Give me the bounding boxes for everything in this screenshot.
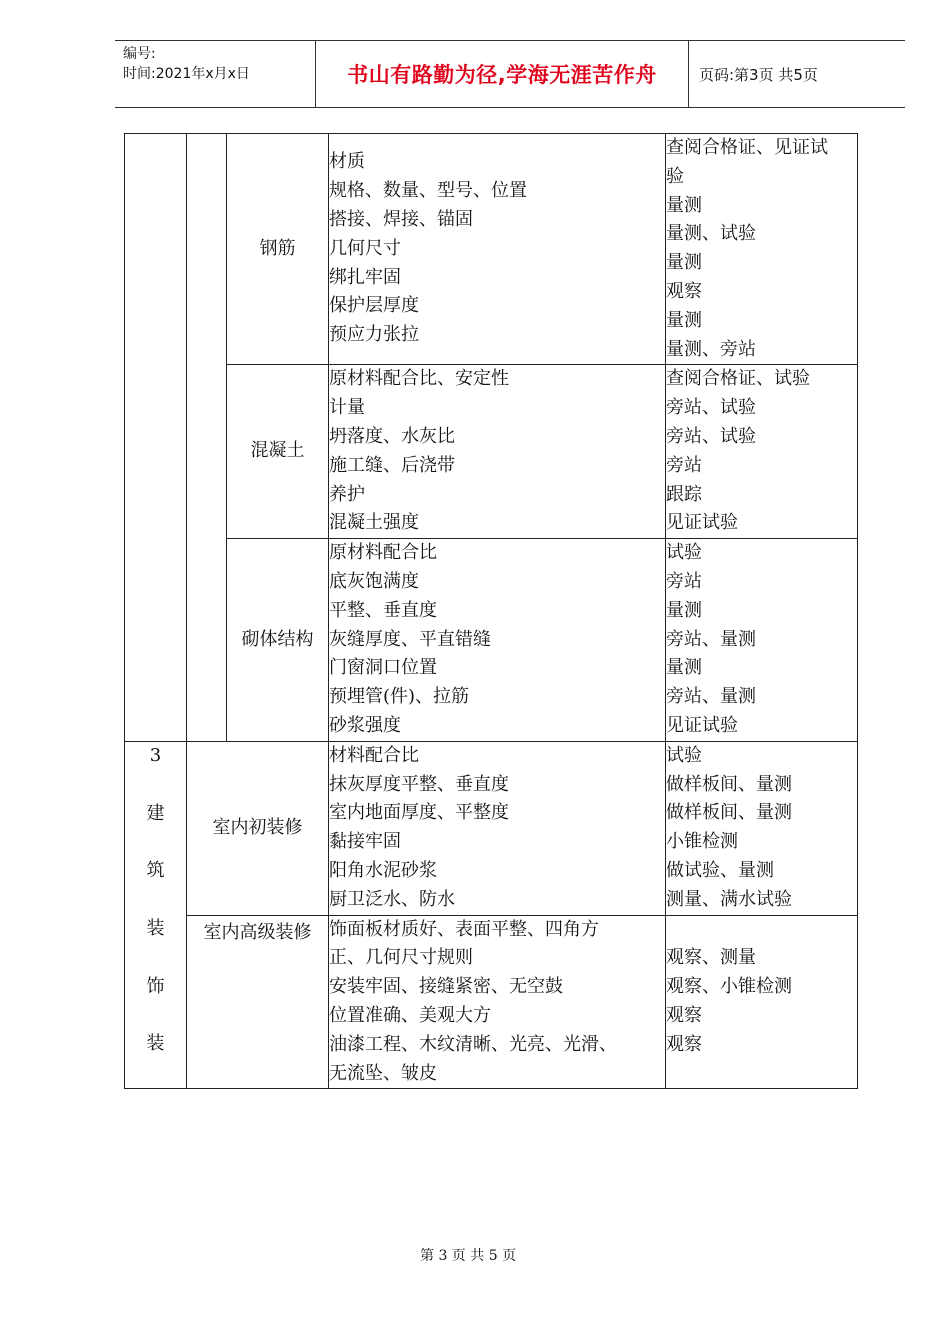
method-line: 做样板间、量测 — [666, 802, 792, 824]
table-row — [125, 539, 858, 742]
section-line: 装 — [146, 1033, 165, 1055]
item-line: 坍落度、水灰比 — [329, 425, 455, 447]
item-line: 材料配合比 — [329, 744, 419, 766]
method-line: 旁站、量测 — [666, 686, 756, 708]
item-line: 门窗洞口位置 — [329, 657, 437, 679]
item-line: 材质 — [329, 151, 365, 173]
item-line: 油漆工程、木纹清晰、光亮、光滑、 — [329, 1033, 617, 1055]
item-line: 灰缝厚度、平直错缝 — [329, 628, 491, 650]
table-row — [125, 915, 858, 1089]
method-line: 旁站、试验 — [666, 397, 756, 419]
item-line: 正、几何尺寸规则 — [329, 947, 473, 969]
method-line: 量测、试验 — [666, 223, 756, 245]
section-line: 筑 — [146, 860, 165, 882]
item-line: 抹灰厚度平整、垂直度 — [329, 773, 509, 795]
item-line: 阳角水泥砂浆 — [329, 859, 437, 881]
item-line: 保护层厚度 — [329, 295, 419, 317]
methods-cell — [666, 365, 858, 539]
method-line: 测量、满水试验 — [666, 888, 792, 910]
item-line: 原材料配合比 — [329, 542, 437, 564]
item-line: 无流坠、皱皮 — [329, 1062, 437, 1084]
header-motto: 书山有路勤为径,学海无涯苦作舟 — [315, 41, 689, 107]
method-line: 观察、测量 — [666, 947, 756, 969]
method-line: 观察 — [666, 1033, 702, 1055]
method-line — [666, 1060, 857, 1089]
items-cell — [329, 134, 666, 365]
section-cell — [125, 741, 187, 1089]
category-cell: 砌体结构 — [227, 539, 329, 742]
header-page-info: 页码:第3页 共5页 — [699, 65, 818, 84]
inspection-table — [124, 133, 858, 1089]
method-line: 小锥检测 — [666, 831, 738, 853]
methods-cell — [666, 539, 858, 742]
item-line: 预应力张拉 — [329, 324, 419, 346]
items-cell — [329, 915, 666, 1089]
category-cell: 钢筋 — [227, 134, 329, 365]
item-line: 安装牢固、接缝紧密、无空鼓 — [329, 976, 563, 998]
items-cell — [329, 741, 666, 915]
section-line: 3 — [149, 745, 162, 767]
method-line: 旁站、试验 — [666, 425, 756, 447]
item-line: 预埋管(件)、拉筋 — [329, 686, 470, 708]
item-line: 搭接、焊接、锚固 — [329, 208, 473, 230]
table-row — [125, 134, 858, 365]
method-line: 做样板间、量测 — [666, 773, 792, 795]
method-line: 旁站 — [666, 454, 702, 476]
table-row — [125, 741, 858, 915]
method-line: 量测 — [666, 599, 702, 621]
item-line: 室内地面厚度、平整度 — [329, 802, 509, 824]
method-line: 查阅合格证、见证试 — [666, 137, 828, 158]
item-line: 底灰饱满度 — [329, 570, 419, 592]
category-cell: 室内高级装修 — [187, 915, 329, 1089]
item-line: 规格、数量、型号、位置 — [329, 180, 527, 202]
items-cell — [329, 539, 666, 742]
method-line: 量测 — [666, 194, 702, 216]
method-line: 试验 — [666, 542, 702, 564]
method-line: 观察、小锥检测 — [666, 976, 792, 998]
method-line: 跟踪 — [666, 483, 702, 505]
item-line: 黏接牢固 — [329, 831, 401, 853]
section-cell-empty — [125, 134, 187, 742]
subsection-cell-empty — [187, 134, 227, 742]
item-line: 施工缝、后浇带 — [329, 454, 455, 476]
item-line: 混凝土强度 — [329, 512, 419, 534]
item-line: 原材料配合比、安定性 — [329, 368, 509, 390]
method-line: 查阅合格证、试验 — [666, 368, 810, 390]
method-line: 试验 — [666, 744, 702, 766]
method-line: 见证试验 — [666, 512, 738, 534]
method-line: 做试验、量测 — [666, 859, 774, 881]
method-line: 旁站、量测 — [666, 628, 756, 650]
method-line: 量测、旁站 — [666, 338, 756, 360]
items-cell — [329, 365, 666, 539]
methods-cell — [666, 134, 858, 365]
item-line: 绑扎牢固 — [329, 266, 401, 288]
method-line: 见证试验 — [666, 714, 738, 736]
methods-cell — [666, 741, 858, 915]
item-line: 计量 — [329, 397, 365, 419]
section-line: 饰 — [146, 975, 165, 997]
methods-cell — [666, 915, 858, 1089]
category-cell: 室内初装修 — [187, 741, 329, 915]
table-row — [125, 365, 858, 539]
item-line: 砂浆强度 — [329, 714, 401, 736]
section-line: 建 — [146, 802, 165, 824]
time-label: 时间:2021年x月x日 — [123, 66, 250, 82]
header-meta — [115, 41, 315, 107]
item-line: 平整、垂直度 — [329, 599, 437, 621]
method-line: 验 — [666, 165, 684, 187]
item-line: 饰面板材质好、表面平整、四角方 — [329, 918, 599, 940]
page-footer: 第 3 页 共 5 页 — [420, 1248, 517, 1264]
method-line: 量测 — [666, 309, 702, 331]
page-header — [115, 40, 905, 108]
method-line: 量测 — [666, 252, 702, 274]
number-label: 编号: — [123, 46, 156, 62]
method-line: 旁站 — [666, 570, 702, 592]
method-line — [666, 916, 857, 945]
item-line: 几何尺寸 — [329, 237, 401, 259]
item-line: 养护 — [329, 483, 365, 505]
method-line: 观察 — [666, 280, 702, 302]
method-line: 量测 — [666, 657, 702, 679]
method-line: 观察 — [666, 1004, 702, 1026]
item-line: 厨卫泛水、防水 — [329, 888, 455, 910]
section-line: 装 — [146, 918, 165, 940]
category-cell: 混凝土 — [227, 365, 329, 539]
item-line: 位置准确、美观大方 — [329, 1004, 491, 1026]
